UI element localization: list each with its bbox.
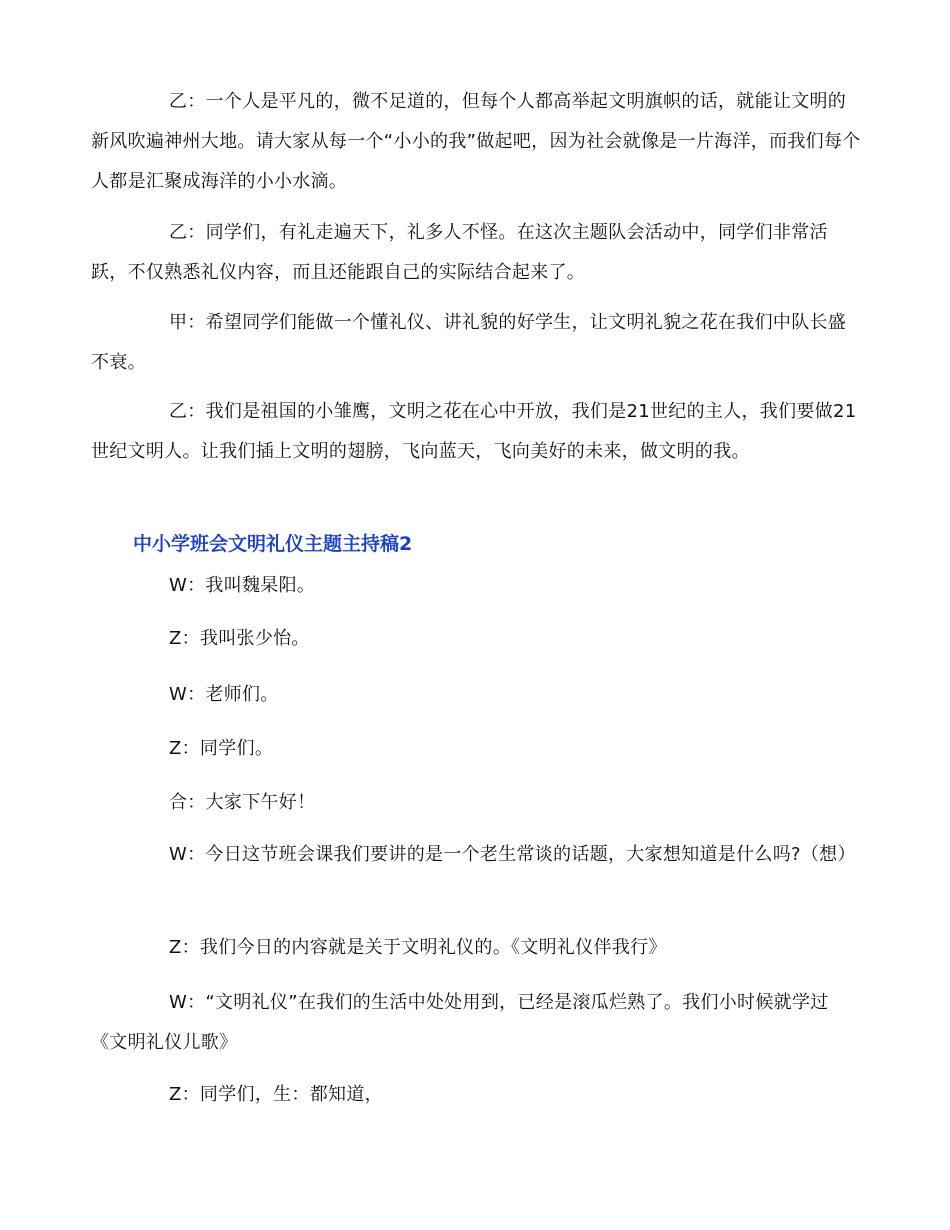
paragraph: W：我叫魏杲阳。 (169, 575, 316, 596)
paragraph: 乙：同学们，有礼走遍天下，礼多人不怪。在这次主题队会活动中，同学们非常活跃，不仅熟悉礼仪内容，而且还能跟自己的实际结合起来了。 (91, 222, 828, 283)
paragraph: Z：我叫张少怡。 (169, 628, 310, 649)
paragraph: 合：大家下午好！ (169, 792, 316, 813)
paragraph: 乙：一个人是平凡的，微不足道的，但每个人都高举起文明旗帜的话，就能让文明的新风吹遍神州大地。请大家从每一个“小小的我”做起吧，因为社会就像是一片海洋，而我们每个人都是汇聚成海洋的小小水滴。 (91, 91, 861, 192)
paragraph: 甲：希望同学们能做一个懂礼仪、讲礼貌的好学生，让文明礼貌之花在我们中队长盛不衰。 (91, 312, 847, 373)
paragraph: 乙：我们是祖国的小雏鹰，文明之花在心中开放，我们是21世纪的主人，我们要做21世纪文明人。让我们插上文明的翅膀，飞向蓝天，飞向美好的未来，做文明的我。 (91, 401, 857, 462)
paragraph: Z：同学们，生：都知道， (169, 1084, 383, 1105)
paragraph: Z：同学们。 (169, 738, 274, 759)
paragraph: Z：我们今日的内容就是关于文明礼仪的。《文明礼仪伴我行》 (169, 937, 667, 958)
paragraph: W：老师们。 (169, 684, 279, 705)
section-heading: 中小学班会文明礼仪主题主持稿2 (133, 533, 413, 555)
paragraph: W：“文明礼仪”在我们的生活中处处用到，已经是滚瓜烂熟了。我们小时候就学过《文明礼仪儿歌》 (91, 992, 829, 1053)
paragraph: W：今日这节班会课我们要讲的是一个老生常谈的话题，大家想知道是什么吗?（想） (169, 844, 856, 865)
